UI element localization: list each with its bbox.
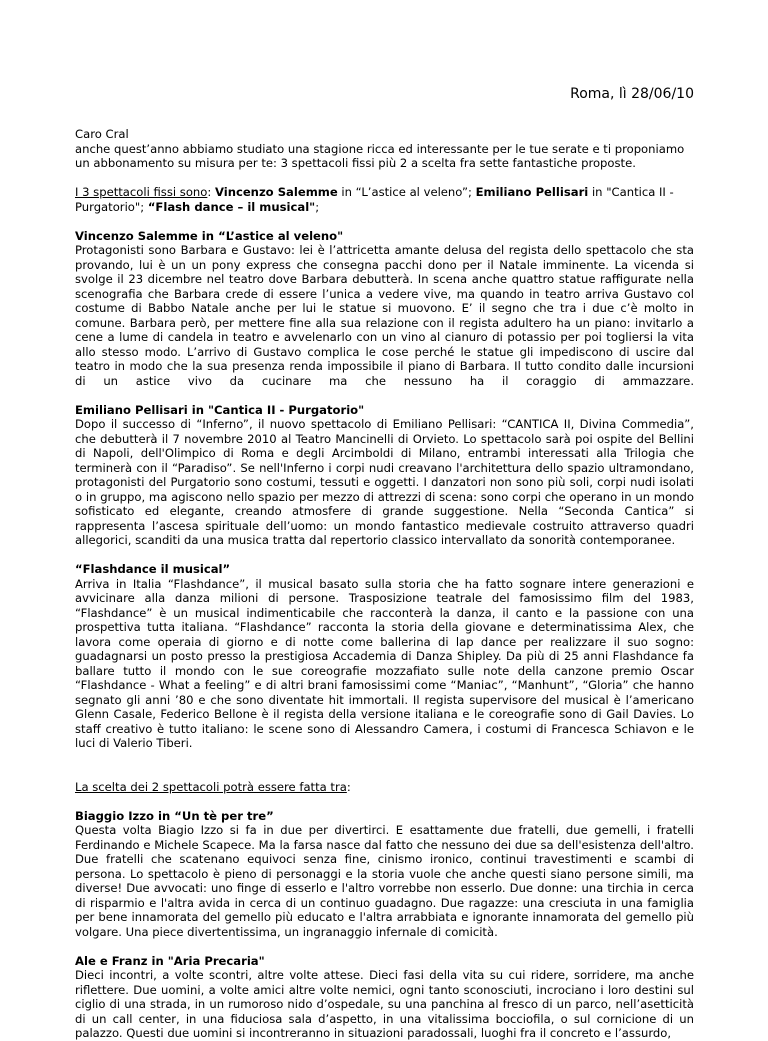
choice-intro-lead: La scelta dei 2 spettacoli potrà essere fatta tra <box>75 779 347 794</box>
greeting: Caro Cral <box>75 127 129 141</box>
letter-body <box>75 127 694 1041</box>
letter-date: Roma, lì 28/06/10 <box>570 86 694 102</box>
fixed-show-2-name: Emiliano Pellisari <box>475 185 589 199</box>
intro-paragraph: anche quest’anno abbiamo studiato una stagione ricca ed interessante per le tue serate e ti proponiamo un abbonamento su misura per te: 3 spettacoli fissi più 2 a scelta fra sette fantastiche proposte. <box>75 141 685 170</box>
section-title: “Flashdance il musical” <box>75 562 231 576</box>
section-title: Biaggio Izzo in “Un tè per tre” <box>75 808 274 823</box>
section-text: Questa volta Biagio Izzo si fa in due per divertirci. E esattamente due fratelli, due gemelli, i fratelli Ferdinando e Michele Scapece. Ma la farsa nasce dal fatto che nessuno dei due sa dell'esistenza dell'altro. Due fratelli che scatenano equivoci senza fine, cinismo ironico, continui travestimenti e scambi di persona. Lo spettacolo è pieno di personaggi e la storia vuole che anche questi siano persone simili, ma diverse! Due avvocati: uno finge di esserlo e l'altro vorrebbe non esserlo. Due donne: una tirchia in cerca di risparmio e l'altra avida in cerca di un continuo guadagno. Due ragazze: una cresciuta in una famiglia per bene innamorata del gemello più educato e l'altra arrabbiata e ignorante innamorata del gemello più volgare. Una piece divertentissima, un ingranaggio infernale di comicità. <box>75 823 694 939</box>
fixed-shows-lead: I 3 spettacoli fissi sono <box>75 185 208 199</box>
choice-intro: La scelta dei 2 spettacoli potrà essere fatta tra: <box>75 779 351 794</box>
section-text: Dieci incontri, a volte scontri, altre volte attese. Dieci fasi della vita su cui ridere, sorridere, ma anche riflettere. Due uomini, a volte amici altre volte nemici, ogni tanto sconosciuti, incrociano i loro destini sul ciglio di una strada, in un rumoroso nido d’ospedale, su una panchina al fresco di un parco, nell’asetticità di un call center, in una fiduciosa sala d’aspetto, in una vitalissima bocciofila, o sul cornicione di un palazzo. Questi due uomini si incontreranno in situazioni paradossali, luoghi fra il concreto e l’assurdo, <box>75 968 694 1040</box>
fixed-show-1-name: Vincenzo Salemme <box>214 185 338 199</box>
section-text: Arriva in Italia “Flashdance”, il musical basato sulla storia che ha fatto sognare intere generazioni e avvicinare alla danza milioni di persone. Trasposizione teatrale del famosissimo film del 1983, “Flashdance” è un musical indimenticabile che racconterà la danza, il canto e la passione con una prospettiva tutta italiana. “Flashdance” racconta la storia della giovane e determinatissima Alex, che lavora come operaia di giorno e di notte come ballerina di lap dance per realizzare il suo sogno: guadagnarsi un posto presso la prestigiosa Accademia di Danza Shipley. Da più di 25 anni Flashdance fa ballare tutto il mondo con le sue coreografie mozzafiato sulle note della canzone premio Oscar “Flashdance - What a feeling” e di altri brani famosissimi come “Maniac”, “Manhunt”, “Gloria” che hanno segnato gli anni ’80 e che sono diventate hit immortali. Il regista supervisore del musical è l’americano Glenn Casale, Federico Bellone è il regista della versione italiana e le coreografie sono di Gail Davies. Lo staff creativo è tutto italiano: le scene sono di Alessandro Camera, i costumi di Francesca Schiavon e le luci di Valerio Tiberi. <box>75 576 694 750</box>
section-text: Protagonisti sono Barbara e Gustavo: lei è l’attricetta amante delusa del regista dello spettacolo che sta provando, lui è un un pony express che consegna pacchi dono per il Natale imminente. La vicenda si svolge il 23 dicembre nel teatro dove Barbara debutterà. In scena anche quattro statue raffigurate nella scenografia che Barbara crede di essere l’unica a vedere vive, ma quando in teatro arriva Gustavo col costume di Babbo Natale anche per lui le statue si muovono. E’ il segno che tra i due c’è molto in comune. Barbara però, per mettere fine alla sua relazione con il regista adultero ha un piano: invitarlo a cene a lume di candela in teatro e avvelenarlo con un vino al cianuro di potassio per poi togliersi la vita allo stesso modo. L’arrivo di Gustavo complica le cose perché le statue gli impediscono di uscire dal teatro in modo che la sua presenza renda impossibile il piano di Barbara. Il tutto condito dalle incursioni di un astice vivo da cucinare ma che nessuno ha il coraggio di ammazzare. <box>75 243 694 388</box>
section-text: Dopo il successo di “Inferno”, il nuovo spettacolo di Emiliano Pellisari: “CANTICA II, Divina Commedia”, che debutterà il 7 novembre 2010 al Teatro Mancinelli di Orvieto. Lo spettacolo sarà poi ospite del Bellini di Napoli, dell'Olimpico di Roma e degli Arcimboldi di Milano, entrambi interessati alla Trilogia che terminerà con il “Paradiso”. Se nell'Inferno i corpi nudi creavano l'architettura dello spazio ultramondano, protagonisti del Purgatorio sono costumi, tessuti e oggetti. I danzatori non sono più soli, corpi nudi isolati o in gruppo, ma agiscono nello spazio per mezzo di attrezzi di scena: sono corpi che operano in un mondo sofisticato ed elegante, creando atmosfere di grande suggestione. Nella “Seconda Cantica” si rappresenta l’ascesa spirituale dell’uomo: un mondo fantastico medievale costruito attraverso quadri allegorici, scanditi da una musica tratta dal repertorio classico intervallato da sonorità contemporanee. <box>75 417 694 547</box>
fixed-show-3-name: “Flash dance – il musical" <box>147 199 316 214</box>
fixed-shows-intro: I 3 spettacoli fissi sono: Vincenzo Salemme in “L’astice al veleno”; Emiliano Pellisari in "Cantica II - Purgatorio"; “Flash dance – il musical"; <box>75 185 674 214</box>
section-title: Ale e Franz in "Aria Precaria" <box>75 953 265 968</box>
section-title: Vincenzo Salemme in “L’astice al veleno" <box>75 228 344 243</box>
section-title: Emiliano Pellisari in "Cantica II - Purgatorio" <box>75 402 365 417</box>
